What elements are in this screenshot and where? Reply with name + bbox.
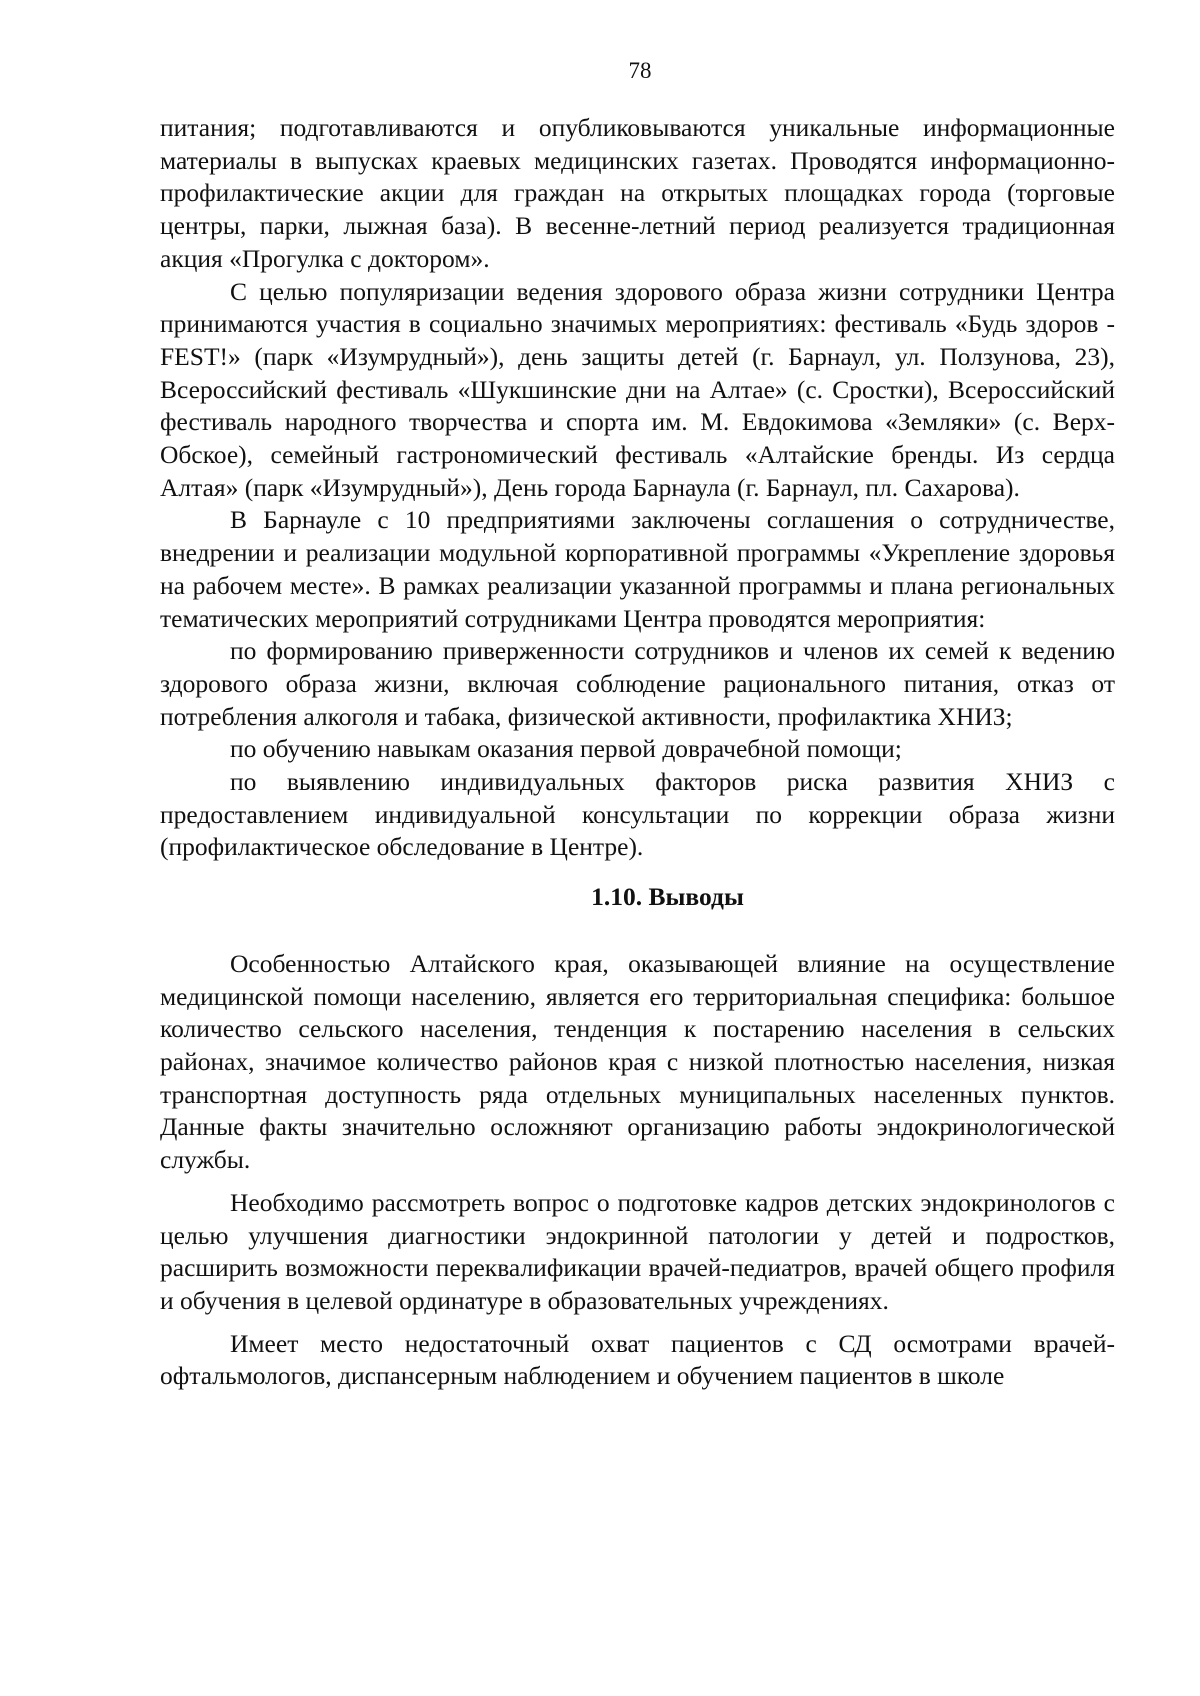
paragraph-coverage: Имеет место недостаточный охват пациентов с СД осмотрами врачей-офтальмологов, диспансерным наблюдением и обучением пациентов в школе	[160, 1328, 1115, 1391]
list-item-first-aid: по обучению навыкам оказания первой доврачебной помощи;	[230, 734, 902, 764]
paragraph-regional-specifics: Особенностью Алтайского края, оказывающей влияние на осуществление медицинской помощи населению, является его территориальная специфика: большое количество сельского населения, тенденция к постарению населения в сельских районах, значимое количество районов края с низкой плотностью населения, низкая транспортная доступность ряда отдельных муниципальных населенных пунктов. Данные факты значительно осложняют организацию работы эндокринологической службы.	[160, 948, 1115, 1175]
text-column	[160, 112, 1115, 1393]
paragraph-events: С целью популяризации ведения здорового образа жизни сотрудники Центра принимаются участия в социально значимых мероприятиях: фестиваль «Будь здоров - FEST!» (парк «Изумрудный»), день защиты детей (г. Барнаул, ул. Ползунова, 23), Всероссийский фестиваль «Шукшинские дни на Алтае» (с. Сростки), Всероссийский фестиваль народного творчества и спорта им. М. Евдокимова «Земляки» (с. Верх-Обское), семейный гастрономический фестиваль «Алтайские бренды. Из сердца Алтая» (парк «Изумрудный»), День города Барнаула (г. Барнаул, пл. Сахарова).	[160, 276, 1115, 502]
paragraph-agreements: В Барнауле с 10 предприятиями заключены соглашения о сотрудничестве, внедрении и реализации модульной корпоративной программы «Укрепление здоровья на рабочем месте». В рамках реализации указанной программы и плана региональных тематических мероприятий сотрудниками Центра проводятся мероприятия:	[160, 505, 1115, 633]
list-item-healthy-lifestyle: по формированию приверженности сотрудников и членов их семей к ведению здорового образа жизни, включая соблюдение рационального питания, отказ от потребления алкоголя и табака, физической активности, профилактика ХНИЗ;	[160, 636, 1115, 731]
list-item-risk-factors: по выявлению индивидуальных факторов риска развития ХНИЗ с предоставлением индивидуальной консультации по коррекции образа жизни (профилактическое обследование в Центре).	[160, 767, 1115, 862]
paragraph-continuation: питания; подготавливаются и опубликовываются уникальные информационные материалы в выпусках краевых медицинских газетах. Проводятся информационно-профилактические акции для граждан на открытых площадках города (торговые центры, парки, лыжная база). В весенне-летний период реализуется традиционная акция «Прогулка с доктором».	[160, 113, 1115, 273]
page-number: 78	[628, 58, 652, 83]
paragraph-staff-training: Необходимо рассмотреть вопрос о подготовке кадров детских эндокринологов с целью улучшения диагностики эндокринной патологии у детей и подростков, расширить возможности переквалификации врачей-педиатров, врачей общего профиля и обучения в целевой ординатуре в образовательных учреждениях.	[160, 1187, 1115, 1315]
section-heading: 1.10. Выводы	[591, 882, 744, 912]
